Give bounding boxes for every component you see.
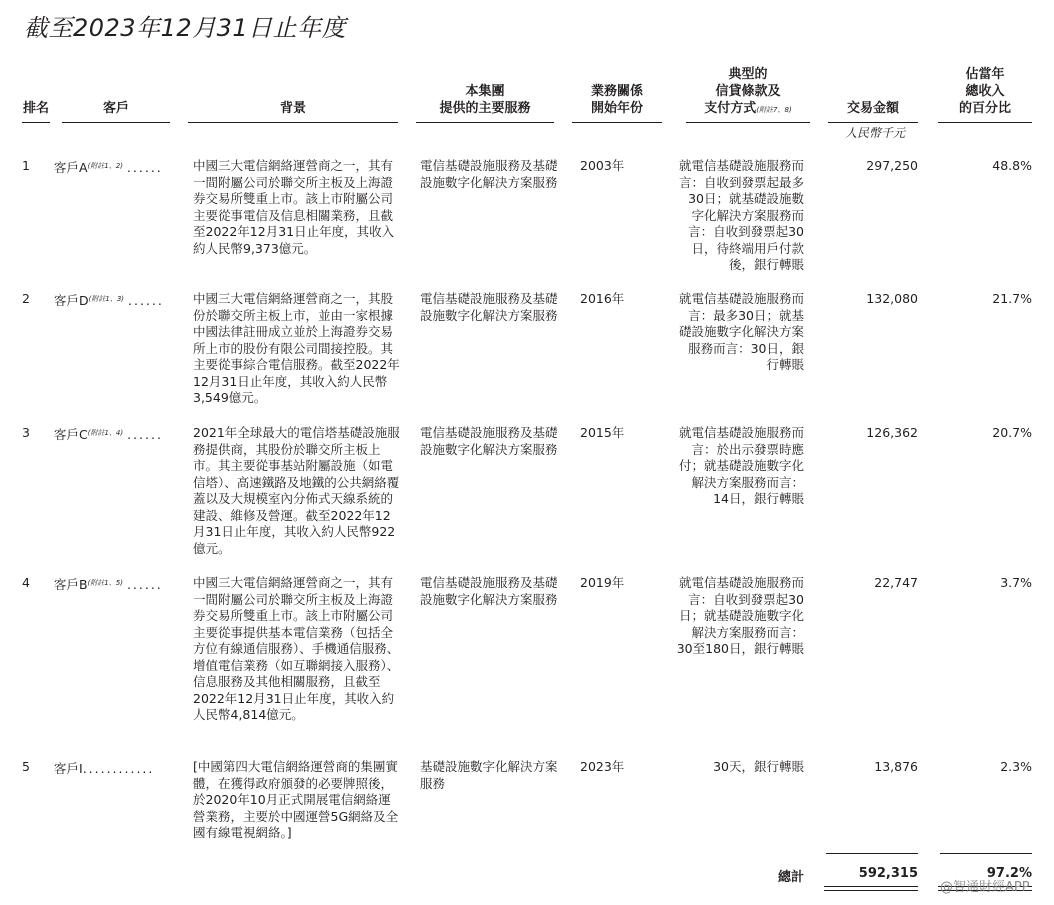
row-terms: 就電信基礎設施服務而言：最多30日；就基礎設施數字化解決方案服務而言：30日，銀行轉賬 (678, 291, 804, 372)
row-start-year: 2003年 (580, 158, 625, 173)
header-client: 客戶 (102, 101, 129, 116)
row-amount: 22,747 (874, 575, 918, 590)
row-share: 21.7% (992, 291, 1032, 306)
row-background: 2021年全球最大的電信塔基礎設施服務提供商，其股份於聯交所主板上市。其主要從事基站附屬設施（如電信塔）、高速鐵路及地鐵的公共網絡覆蓋以及大規模室內分佈式天線系統的建設、維修及營運。截至2022年12月31日止年度，其收入約人民幣922億元。 (193, 425, 400, 556)
amount-unit: 人民幣千元 (844, 126, 905, 140)
total-amount: 592,315 (858, 866, 918, 881)
row-services: 基礎設施數字化解決方案服務 (420, 759, 558, 791)
header-rank: 排名 (22, 101, 49, 116)
leader-dots: ............ (82, 761, 155, 776)
row-amount: 132,080 (866, 291, 918, 306)
page-title: 截至2023年12月31日止年度 (24, 14, 347, 42)
row-terms: 就電信基礎設施服務而言：於出示發票時應付；就基礎設施數字化解決方案服務而言：14日，銀行轉賬 (678, 425, 804, 506)
row-terms: 就電信基礎設施服務而言：自收到發票起30日；就基礎設施數字化解決方案服務而言：30至180日，銀行轉賬 (676, 575, 804, 656)
header-background: 背景 (279, 101, 306, 116)
total-rule-amount (826, 853, 918, 854)
header-services: 本集團 提供的主要服務 (439, 84, 531, 116)
total-double-rule-amount (824, 886, 918, 891)
row-background: 中國三大電信網絡運營商之一，其有一間附屬公司於聯交所主板及上海證券交易所雙重上市。該上市附屬公司主要從事電信及信息相關業務，且截至2022年12月31日止年度，其收入約人民幣9,373億元。 (193, 158, 395, 256)
row-share: 2.3% (1000, 759, 1032, 774)
row-services: 電信基礎設施服務及基礎設施數字化解決方案服務 (420, 158, 558, 190)
header-underline-terms (686, 122, 810, 123)
header-underline-background (188, 122, 398, 123)
row-start-year: 2019年 (580, 575, 625, 590)
leader-dots: ...... (128, 293, 164, 308)
header-underline-amount (828, 122, 918, 123)
header-underline-services (416, 122, 554, 123)
row-rank: 3 (22, 425, 30, 440)
header-underline-rank (22, 122, 50, 123)
row-client: 客戶A$^{(附註1、2)}$ ...... (54, 160, 163, 175)
leader-dots: ...... (126, 577, 163, 592)
client-note: (附註1、5) (87, 579, 123, 587)
row-amount: 126,362 (866, 425, 918, 440)
watermark: @智通財經APP (940, 880, 1030, 895)
header-terms: 典型的 信貸條款及 支付方式(附註7、8) (704, 67, 792, 116)
header-amount: 交易金額 (846, 101, 899, 116)
header-share: 佔當年 總收入 的百分比 (958, 67, 1011, 116)
client-note: (附註1、4) (87, 429, 124, 437)
leader-dots: ...... (126, 160, 163, 175)
row-share: 3.7% (1000, 575, 1032, 590)
row-terms: 就電信基礎設施服務而言：自收到發票起最多30日；就基礎設施數字化解決方案服務而言：自收到發票起30日，待終端用戶付款後，銀行轉賬 (678, 158, 804, 272)
row-start-year: 2015年 (580, 425, 625, 440)
row-terms: 30天，銀行轉賬 (713, 759, 804, 774)
leader-dots: ...... (127, 427, 163, 442)
row-share: 48.8% (992, 158, 1032, 173)
row-background: 中國三大電信網絡運營商之一，其股份於聯交所主板上市，並由一家根據中國法律註冊成立並於上海證券交易所上市的股份有限公司間接控股。其主要從事綜合電信服務。截至2022年12月31日止年度，其收入約人民幣3,549億元。 (193, 291, 400, 405)
row-background: 中國三大電信網絡運營商之一，其有一間附屬公司於聯交所主板及上海證券交易所雙重上市。該上市附屬公司主要從事提供基本電信業務（包括全方位有線通信服務）、手機通信服務、增值電信業務（如互聯網接入服務）、信息服務及其他相關服務，且截至2022年12月31日止年度，其收入約人民幣4,814億元。 (193, 575, 400, 722)
row-rank: 1 (22, 158, 30, 173)
row-client: 客戶B$^{(附註1、5)}$ ...... (54, 577, 163, 592)
row-amount: 297,250 (866, 158, 918, 173)
row-client: 客戶D$^{(附註1、3)}$ ...... (54, 293, 164, 308)
row-share: 20.7% (992, 425, 1032, 440)
row-rank: 4 (22, 575, 30, 590)
header-underline-client (62, 122, 170, 123)
row-start-year: 2016年 (580, 291, 625, 306)
row-background: [中國第四大電信網絡運營商的集團實體，在獲得政府頒發的必要牌照後，於2020年10月正式開展電信網絡運營業務，主要於中國運營5G網絡及全國有線電視網絡。] (193, 759, 399, 840)
row-services: 電信基礎設施服務及基礎設施數字化解決方案服務 (420, 291, 558, 323)
total-share: 97.2% (986, 866, 1032, 881)
row-rank: 5 (22, 759, 30, 774)
total-label: 總計 (777, 870, 804, 885)
header-terms-note: (附註7、8) (756, 106, 792, 114)
header-underline-start-year (572, 122, 662, 123)
row-amount: 13,876 (874, 759, 918, 774)
client-note: (附註1、2) (87, 162, 123, 170)
header-start-year: 業務關係 開始年份 (590, 84, 643, 116)
client-note: (附註1、3) (88, 295, 125, 303)
row-client: 客戶C$^{(附註1、4)}$ ...... (54, 427, 163, 442)
row-services: 電信基礎設施服務及基礎設施數字化解決方案服務 (420, 425, 558, 457)
row-client: 客戶I............ (54, 761, 155, 776)
total-rule-share (940, 853, 1032, 854)
row-rank: 2 (22, 291, 30, 306)
row-services: 電信基礎設施服務及基礎設施數字化解決方案服務 (420, 575, 558, 607)
row-start-year: 2023年 (580, 759, 625, 774)
header-underline-share (938, 122, 1032, 123)
